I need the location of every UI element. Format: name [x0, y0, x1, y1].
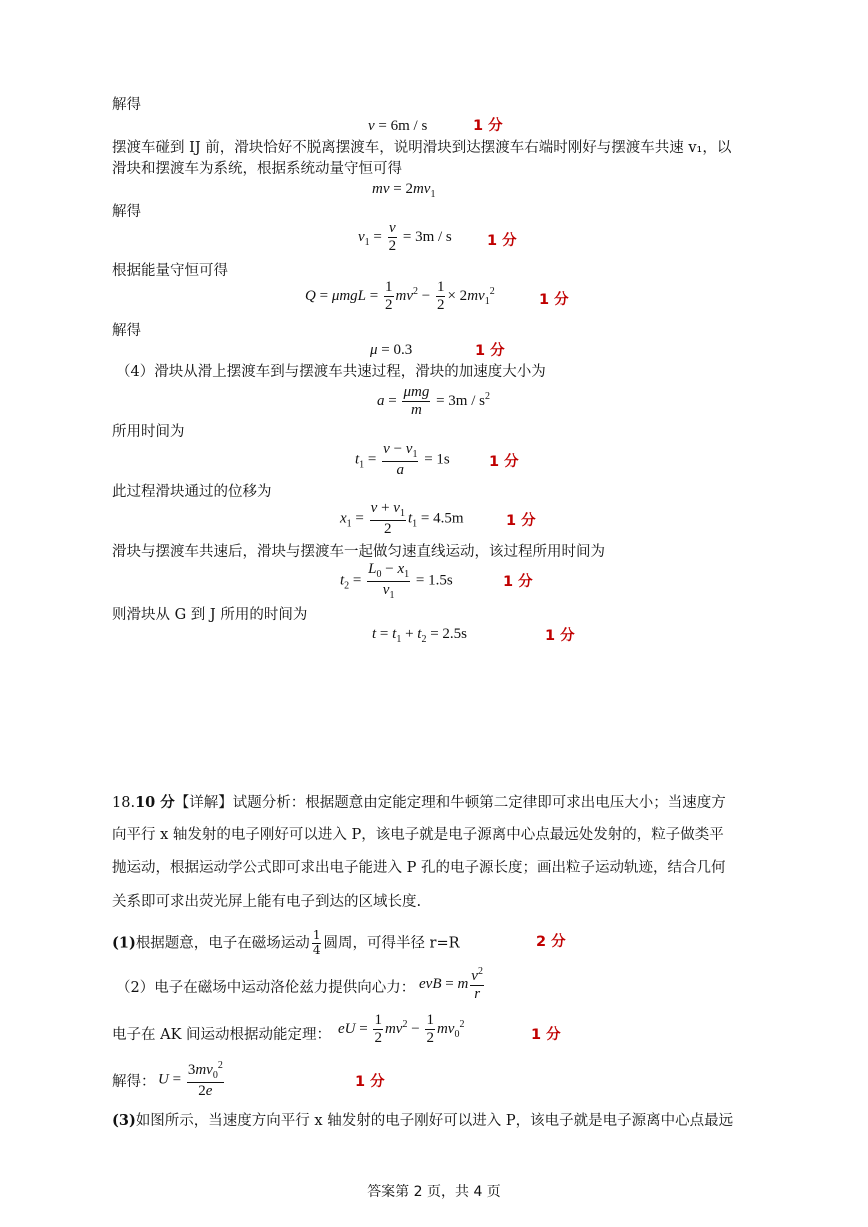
text-line: （4）滑块从滑上摆渡车到与摆渡车共速过程，滑块的加速度大小为 — [116, 364, 546, 380]
score-mark: 1 分 — [506, 513, 536, 529]
text-line: 解得： — [112, 1074, 156, 1090]
part-1: (1)根据题意，电子在磁场运动 $\frac{1}{4}$ 圆周，可得半径 r=R — [112, 928, 460, 957]
equation-mu: μ = 0.3 — [370, 342, 413, 358]
score-mark: 1 分 — [503, 574, 533, 590]
equation-U: U = $\frac{3mv_0^2}{2e}$ — [158, 1060, 223, 1099]
equation-a: a = $\frac{\text{μmg}}{m}$ = $3m / s^2$ — [377, 384, 490, 419]
text-line: 此过程滑块通过的位移为 — [112, 484, 272, 500]
equation-x1: $x_1$ = $\frac{v + v_1}{2}$ $t_1 = 4.5m$ — [340, 500, 464, 537]
text-line: 关系即可求出荧光屏上能有电子到达的区域长度. — [112, 894, 422, 910]
equation-t: $t = t_1 + t_2 = 2.5s$ — [372, 626, 467, 645]
equation-lorentz: evB = m $\frac{v^2}{r}$ — [419, 966, 483, 1003]
score-mark: 1 分 — [489, 454, 519, 470]
equation-work-energy: eU = $\frac{1}{2}$ $mv^2$ − $\frac{1}{2}$ $mv_0^2$ — [338, 1012, 465, 1047]
text-line: 根据能量守恒可得 — [112, 263, 228, 279]
equation-v: v = 6m / s — [368, 118, 428, 134]
equation-energy: Q = μmgL = $\frac{1}{2}$ $mv^2$ − $\frac{1}{2}$ × $2mv_1^2$ — [305, 279, 495, 314]
score-mark: 2 分 — [536, 934, 566, 950]
score-mark: 1 分 — [473, 118, 503, 134]
score-mark: 1 分 — [531, 1027, 561, 1043]
score-mark: 1 分 — [355, 1074, 385, 1090]
score-mark: 1 分 — [487, 233, 517, 249]
equation-v1: $v_1$ = $\frac{v}{2}$ = 3m / s — [358, 220, 452, 255]
text-line: 滑块和摆渡车为系统，根据系统动量守恒可得 — [112, 161, 402, 177]
equation-t1: $t_1$ = $\frac{v - v_1}{a}$ = 1s — [355, 441, 450, 478]
text-line: 抛运动，根据运动学公式即可求出电子能进入 P 孔的电子源长度；画出粒子运动轨迹，结合几何 — [112, 860, 726, 876]
q18-intro: 18.10 分【详解】试题分析：根据题意由定能定理和牛顿第二定律即可求出电压大小；当速度方 — [112, 794, 726, 811]
text-line: 解得 — [112, 97, 141, 113]
text-line: 解得 — [112, 323, 141, 339]
equation-t2: $t_2$ = $\frac{L_0 - x_1}{v_1}$ = 1.5s — [340, 561, 453, 601]
part-3: (3)如图所示，当速度方向平行 x 轴发射的电子刚好可以进入 P，该电子就是电子源离中心点最远 — [112, 1112, 734, 1129]
score-mark: 1 分 — [475, 343, 505, 359]
score-mark: 1 分 — [545, 628, 575, 644]
text-line: 电子在 AK 间运动根据动能定理： — [112, 1027, 332, 1043]
text-line: 解得 — [112, 204, 141, 220]
page-footer: 答案第 2 页，共 4 页 — [367, 1184, 501, 1200]
text-line: 所用时间为 — [112, 424, 185, 440]
text-line: 摆渡车碰到 IJ 前，滑块恰好不脱离摆渡车，说明滑块到达摆渡车右端时刚好与摆渡车共速 v₁，以 — [112, 140, 732, 156]
text-line: 滑块与摆渡车共速后，滑块与摆渡车一起做匀速直线运动，该过程所用时间为 — [112, 544, 605, 560]
text-line: 向平行 x 轴发射的电子刚好可以进入 P，该电子就是电子源离中心点最远处发射的，粒子做类平 — [112, 827, 724, 843]
text-line: 则滑块从 G 到 J 所用的时间为 — [112, 607, 308, 623]
text-line: （2）电子在磁场中运动洛伦兹力提供向心力： — [116, 980, 416, 996]
equation-momentum: mv = $2mv_1$ — [372, 181, 436, 200]
score-mark: 1 分 — [539, 292, 569, 308]
